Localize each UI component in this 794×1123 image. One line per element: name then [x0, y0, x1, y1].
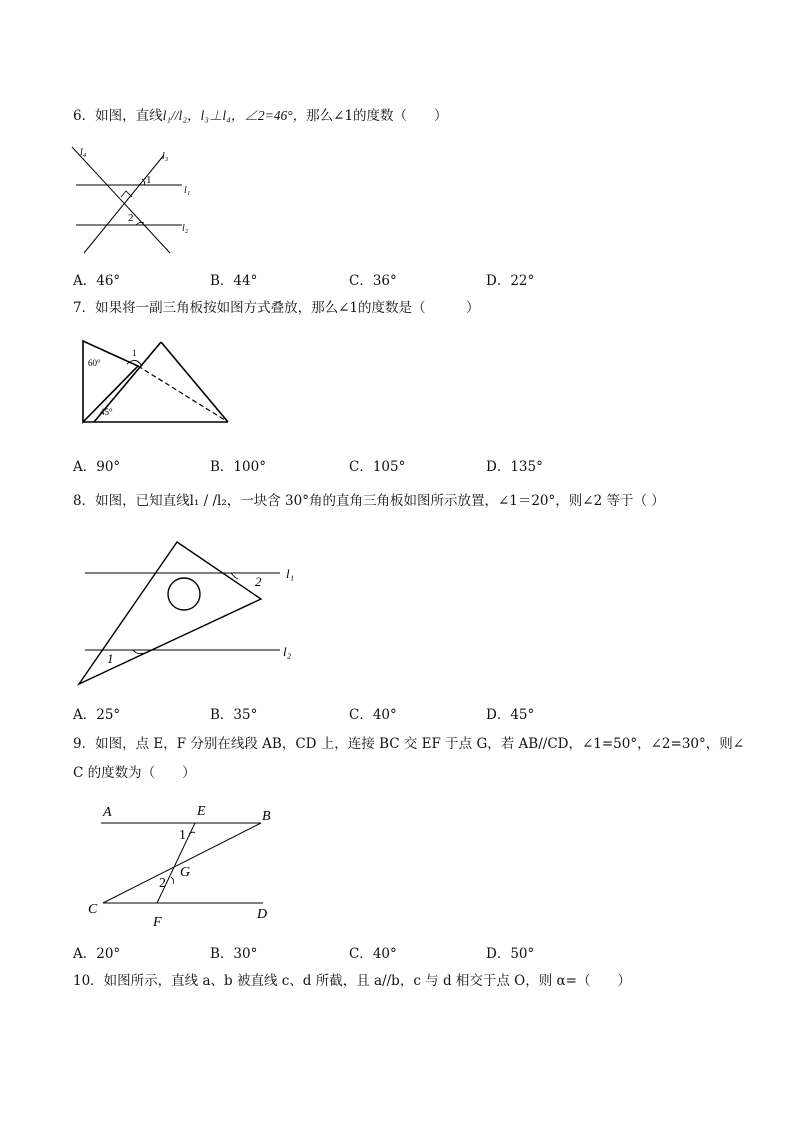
q6-label-l3: l₃: [162, 151, 169, 162]
q9-label-b: B: [262, 809, 271, 824]
q8-set-square-hole: [168, 578, 200, 610]
q7-option-d[interactable]: D．135°: [486, 459, 543, 475]
q9-option-a[interactable]: A．20°: [73, 946, 121, 962]
q9-label-g: G: [180, 865, 191, 880]
q9-figure: [85, 800, 285, 930]
q9-label-1: 1: [179, 828, 186, 843]
q6-label-angle-2: 2: [128, 212, 134, 224]
q6-figure: [70, 145, 200, 260]
q8-stem: 8．如图，已知直线l₁ / /l₂，一块含 30°角的直角三角板如图所示放置，∠1＝20°，则∠2 等于（ ）: [73, 493, 665, 509]
q9-stem-line2: C 的度数为（ ）: [73, 765, 196, 781]
q9-label-f: F: [153, 915, 162, 930]
q8-label-l2: l₂: [283, 644, 292, 659]
q7-label-60: 60°: [88, 358, 101, 368]
q6-relations: l₁//l₂，l₃⊥l₄，∠2=46°，: [162, 108, 307, 123]
q9-label-e: E: [197, 804, 206, 819]
q7-label-45: 45°: [100, 407, 113, 417]
q6-label-l4: l₄: [80, 147, 87, 158]
q9-stem-line1: 9．如图，点 E，F 分别在线段 AB，CD 上，连接 BC 交 EF 于点 G，若 AB//CD，∠1=50°，∠2=30°，则∠: [73, 736, 745, 752]
q6-option-b[interactable]: B．44°: [210, 273, 258, 289]
q10-stem: 10．如图所示，直线 a、b 被直线 c、d 所截，且 a//b，c 与 d 相交于点 O，则 α=（ ）: [73, 973, 631, 989]
q8-option-c[interactable]: C．40°: [349, 707, 397, 723]
q7-option-a[interactable]: A．90°: [73, 459, 121, 475]
q7-dashed-hypotenuse: [138, 366, 228, 422]
q8-option-a[interactable]: A．25°: [73, 707, 121, 723]
q6-label-angle-1: 1: [146, 174, 152, 186]
q8-angle-1-arc: [133, 650, 143, 654]
q9-segment-ef: [157, 823, 195, 903]
q8-label-angle-1: 1: [107, 651, 114, 666]
q9-angle-1-arc: [189, 832, 195, 834]
q6-option-a[interactable]: A．46°: [73, 273, 121, 289]
q7-triangle-45-right: [161, 342, 228, 422]
q9-option-b[interactable]: B．30°: [210, 946, 258, 962]
q8-label-l1: l₁: [286, 566, 295, 581]
q6-option-c[interactable]: C．36°: [349, 273, 397, 289]
q9-label-d: D: [257, 907, 268, 922]
q8-figure: [75, 538, 305, 688]
q9-angle-2-arc: [171, 877, 174, 884]
q8-label-angle-2: 2: [255, 574, 262, 589]
q9-label-2: 2: [159, 876, 166, 891]
q7-option-c[interactable]: C．105°: [349, 459, 406, 475]
q9-option-d[interactable]: D．50°: [486, 946, 535, 962]
q6-stem: [73, 106, 448, 126]
q9-label-a: A: [103, 805, 112, 820]
q6-label-l1: l₁: [184, 185, 191, 196]
q6-line-l3: [84, 155, 164, 253]
q8-option-d[interactable]: D．45°: [486, 707, 535, 723]
q6-option-d[interactable]: D．22°: [486, 273, 535, 289]
q8-angle-2-arc: [231, 573, 238, 579]
q6-line-l4: [72, 147, 170, 253]
q7-stem: 7．如果将一副三角板按如图方式叠放，那么∠1的度数是（ ）: [73, 300, 480, 316]
q6-suffix: 那么∠1的度数（ ）: [306, 108, 448, 124]
q9-option-c[interactable]: C．40°: [349, 946, 397, 962]
q6-prefix: 6．如图，直线: [73, 108, 163, 124]
q9-label-c: C: [88, 902, 98, 917]
q7-label-angle-1: 1: [132, 348, 137, 358]
q7-option-b[interactable]: B．100°: [210, 459, 266, 475]
q7-figure: [80, 338, 240, 430]
q6-label-l2: l₂: [182, 223, 189, 234]
q8-option-b[interactable]: B．35°: [210, 707, 258, 723]
